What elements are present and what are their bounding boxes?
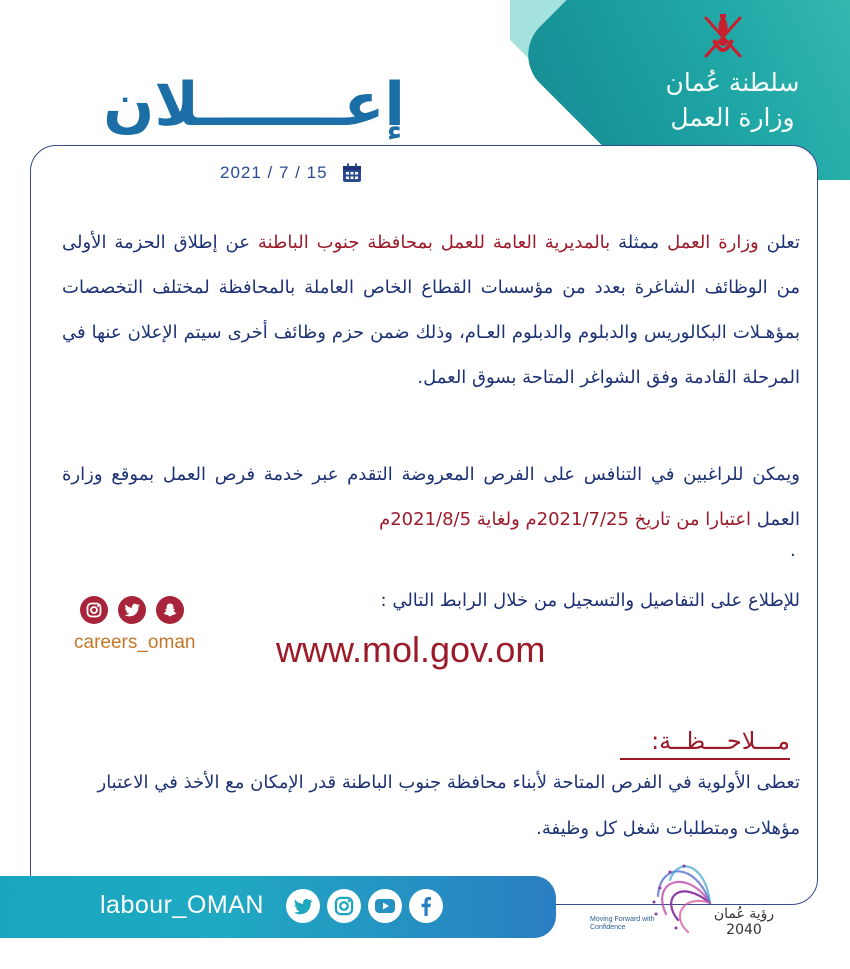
footer-social-icons [286, 889, 443, 923]
note-title: مـــلاحـــظــة: [620, 724, 790, 760]
ministry-country-label: سلطنة عُمان [665, 68, 800, 97]
announcement-paragraph-2: ويمكن للراغبين في التنافس على الفرص المعروضة التقدم عبر خدمة فرص العمل بموقع وزارة العمل اعتبارا من تاريخ 2021/7/25م ولغاية 2021/8/5م [62, 464, 800, 530]
footer-bar [0, 876, 556, 938]
note-body: تعطى الأولوية في الفرص المتاحة لأبناء محافظة جنوب الباطنة قدر الإمكان مع الأخذ في الاعتبار مؤهلات ومتطلبات شغل كل وظيفة. [97, 772, 800, 839]
careers-handle[interactable]: careers_oman [74, 632, 196, 653]
oman-emblem-icon [700, 12, 746, 64]
announcement-date: 2021 / 7 / 15 [220, 163, 328, 182]
directorate-highlight: بالمديرية العامة للعمل بمحافظة جنوب الباطنة [257, 232, 611, 253]
twitter-icon[interactable] [286, 889, 320, 923]
application-dates-highlight: اعتبارا من تاريخ 2021/7/25م ولغاية 2021/8/5م [379, 509, 752, 530]
page-title: إعـــــــلان [103, 70, 405, 140]
footer-social-handle[interactable]: labour_OMAN [100, 891, 264, 919]
twitter-icon[interactable] [118, 596, 146, 624]
youtube-icon[interactable] [368, 889, 402, 923]
moving-forward-label: Moving Forward with Confidence [590, 916, 655, 931]
snapchat-icon[interactable] [156, 596, 184, 624]
instagram-icon[interactable] [80, 596, 108, 624]
paragraph-end-dot: . [790, 540, 796, 561]
facebook-icon[interactable] [409, 889, 443, 923]
link-intro-text: للإطلاع على التفاصيل والتسجيل من خلال الرابط التالي : [380, 590, 800, 611]
vision-2040-label: رؤية عُمان 2040 [713, 906, 775, 938]
calendar-icon [342, 163, 362, 183]
ministry-name-label: وزارة العمل [670, 103, 795, 132]
website-link[interactable]: www.mol.gov.om [276, 629, 546, 670]
instagram-icon[interactable] [327, 889, 361, 923]
date-row [220, 162, 362, 184]
announcement-paragraph-1: تعلن وزارة العمل ممثلة بالمديرية العامة للعمل بمحافظة جنوب الباطنة عن إطلاق الحزمة الأولى من الوظائف الشاغرة بعدد من مؤسسات القطاع الخاص العاملة بالمحافظة لمختلف التخصصات بمؤهـلات البكالوريس والدبلوم والدبلوم العـام، وذلك ضمن حزم وظائف أخرى سيتم الإعلان عنها في المرحلة القادمة وفق الشواغر المتاحة بسوق العمل. [62, 232, 801, 388]
careers-social-icons [80, 596, 184, 624]
ministry-highlight: وزارة العمل [667, 232, 759, 253]
